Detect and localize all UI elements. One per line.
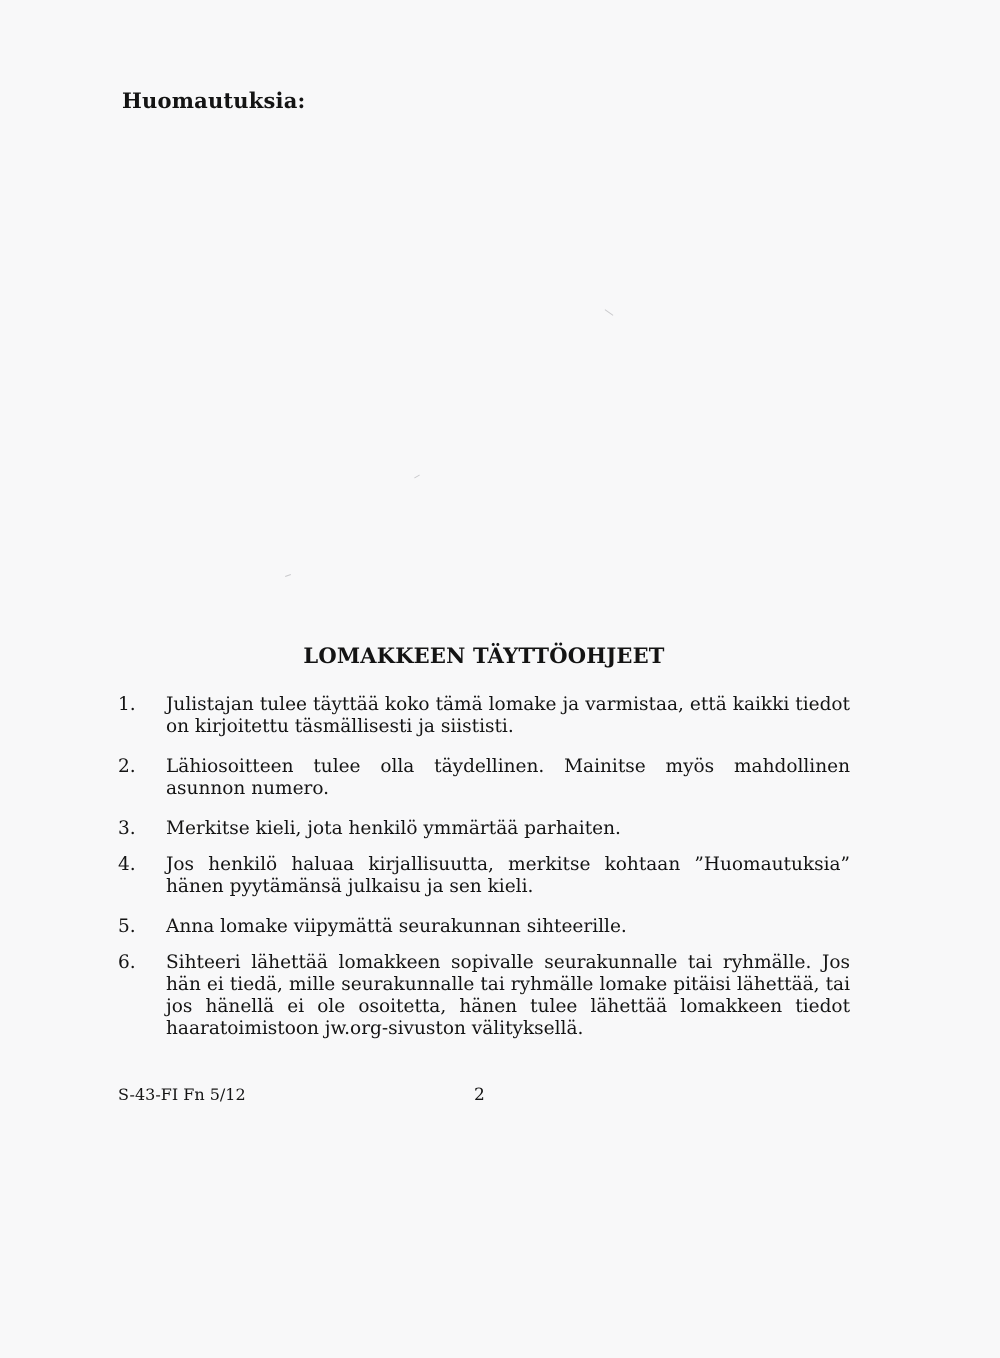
instruction-item bbox=[118, 854, 850, 898]
instruction-number: 4. bbox=[118, 854, 136, 875]
instruction-number: 3. bbox=[118, 818, 136, 839]
scan-speck bbox=[285, 574, 291, 577]
instruction-number: 2. bbox=[118, 756, 136, 777]
form-code: S-43-FI Fn 5/12 bbox=[118, 1085, 246, 1104]
instruction-text: Lähiosoitteen tulee olla täydellinen. Mainitse myös mahdollinen asunnon numero. bbox=[166, 756, 850, 799]
instruction-item bbox=[118, 756, 850, 800]
notes-heading: Huomautuksia: bbox=[122, 88, 306, 113]
scan-speck bbox=[414, 475, 420, 479]
instruction-number: 6. bbox=[118, 952, 136, 973]
instruction-item bbox=[118, 952, 850, 1040]
instruction-text: Merkitse kieli, jota henkilö ymmärtää parhaiten. bbox=[166, 818, 621, 839]
instruction-number: 1. bbox=[118, 694, 136, 715]
instructions-title: LOMAKKEEN TÄYTTÖOHJEET bbox=[303, 643, 665, 668]
instructions-list bbox=[118, 694, 850, 1058]
instruction-item bbox=[118, 818, 850, 840]
instruction-text: Jos henkilö haluaa kirjallisuutta, merkitse kohtaan ”Huomautuksia” hänen pyytämänsä julkaisu ja sen kieli. bbox=[166, 854, 850, 897]
instruction-item bbox=[118, 916, 850, 938]
page-number: 2 bbox=[474, 1085, 485, 1105]
instruction-text: Anna lomake viipymättä seurakunnan sihteerille. bbox=[166, 916, 627, 937]
instruction-number: 5. bbox=[118, 916, 136, 937]
scan-speck bbox=[605, 309, 614, 316]
instruction-item bbox=[118, 694, 850, 738]
instruction-text: Julistajan tulee täyttää koko tämä lomake ja varmistaa, että kaikki tiedot on kirjoitettu täsmällisesti ja siististi. bbox=[166, 694, 850, 737]
instruction-text: Sihteeri lähettää lomakkeen sopivalle seurakunnalle tai ryhmälle. Jos hän ei tiedä, mille seurakunnalle tai ryhmälle lomake pitäisi lähettää, tai jos hänellä ei ole osoitetta, hänen tulee lähettää lomakkeen tiedot haaratoimistoon jw.org-sivuston välityksellä. bbox=[166, 952, 850, 1039]
